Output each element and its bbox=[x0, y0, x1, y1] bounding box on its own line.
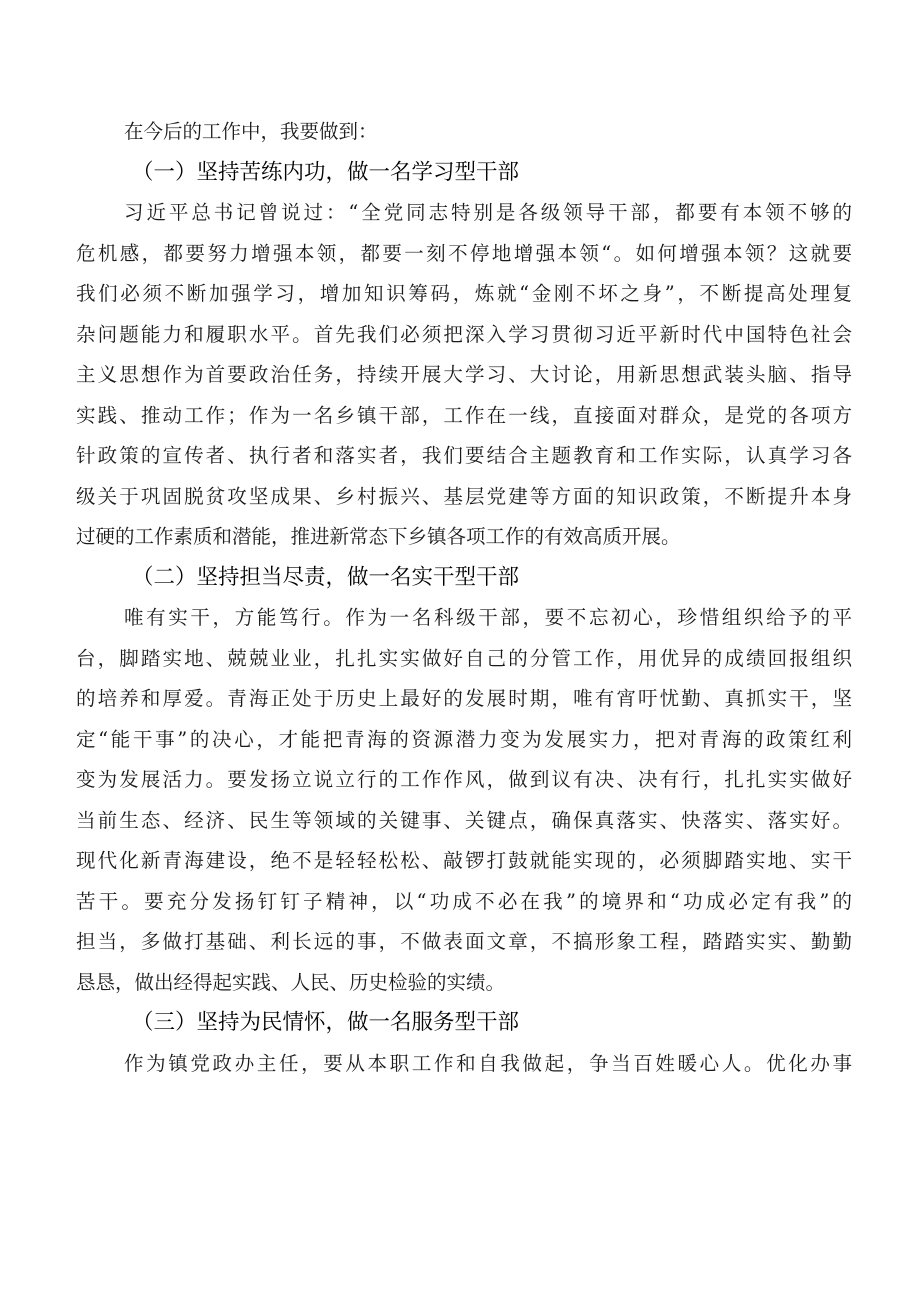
paragraph-line: 杂问题能力和履职水平。首先我们必须把深入学习贯彻习近平新时代中国特色社会 bbox=[76, 322, 852, 346]
section-heading: （一）坚持苦练内功，做一名学习型干部 bbox=[132, 159, 520, 185]
section-heading: （三）坚持为民情怀，做一名服务型干部 bbox=[132, 1010, 520, 1035]
paragraph-line: 现代化新青海建设，绝不是轻轻松松、敲锣打鼓就能实现的，必须脚踏实地、实干 bbox=[76, 849, 852, 872]
paragraph-line: 的培养和厚爱。青海正处于历史上最好的发展时期，唯有宵吁忧勤、真抓实干，坚 bbox=[76, 687, 852, 710]
paragraph-line: 习近平总书记曾说过：“全党同志特别是各级领导干部，都要有本领不够的 bbox=[124, 201, 852, 224]
paragraph-line: 苦干。要充分发扬钉钉子精神，以“功成不必在我”的境界和“功成必定有我”的 bbox=[76, 889, 852, 913]
section-3 bbox=[76, 1003, 852, 1084]
paragraph-line: 针政策的宣传者、执行者和落实者，我们要结合主题教育和工作实际，认真学习各 bbox=[76, 444, 852, 467]
section-2 bbox=[76, 558, 852, 1004]
paragraph-line: 过硬的工作素质和潜能，推进新常态下乡镇各项工作的有效高质开展。 bbox=[76, 525, 681, 548]
paragraph-line: 担当，多做打基础、利长远的事，不做表面文章，不搞形象工程，踏踏实实、勤勤 bbox=[76, 930, 852, 953]
paragraph-line: 定“能干事”的决心，才能把青海的资源潜力变为发展实力，把对青海的政策红利 bbox=[76, 727, 852, 751]
document-page bbox=[76, 112, 852, 1084]
paragraph-line: 危机感，都要努力增强本领，都要一刻不停地增强本领“。如何增强本领？这就要 bbox=[76, 241, 852, 265]
section-heading: （二）坚持担当尽责，做一名实干型干部 bbox=[132, 564, 520, 590]
paragraph-line: 台，脚踏实地、兢兢业业，扎扎实实做好自己的分管工作，用优异的成绩回报组织 bbox=[76, 646, 852, 670]
paragraph-line: 恳恳，做出经得起实践、人民、历史检验的实绩。 bbox=[76, 970, 506, 994]
paragraph-line: 唯有实干，方能笃行。作为一名科级干部，要不忘初心，珍惜组织给予的平 bbox=[124, 606, 852, 629]
section-1 bbox=[76, 153, 852, 558]
paragraph-line: 作为镇党政办主任，要从本职工作和自我做起，争当百姓暖心人。优化办事 bbox=[124, 1051, 852, 1075]
paragraph-line: 当前生态、经济、民生等领域的关键事、关键点，确保真落实、快落实、落实好。 bbox=[76, 808, 852, 832]
intro-paragraph: 在今后的工作中，我要做到： bbox=[124, 120, 378, 143]
paragraph-line: 主义思想作为首要政治任务，持续开展大学习、大讨论，用新思想武装头脑、指导 bbox=[76, 363, 852, 386]
paragraph-line: 级关于巩固脱贫攻坚成果、乡村振兴、基层党建等方面的知识政策，不断提升本身 bbox=[76, 484, 852, 508]
paragraph-line: 实践、推动工作；作为一名乡镇干部，工作在一线，直接面对群众，是党的各项方 bbox=[76, 403, 852, 427]
paragraph-line: 我们必须不断加强学习，增加知识筹码，炼就“金刚不坏之身”，不断提高处理复 bbox=[76, 282, 852, 305]
paragraph-line: 变为发展活力。要发扬立说立行的工作作风，做到议有决、决有行，扎扎实实做好 bbox=[76, 768, 852, 791]
